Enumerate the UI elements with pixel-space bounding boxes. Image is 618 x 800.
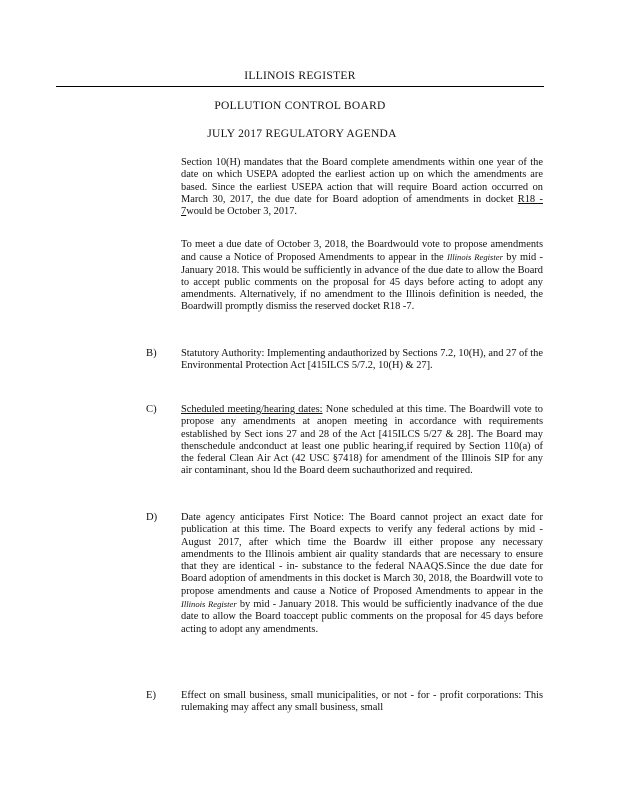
item-b-statutory-authority [181, 348, 543, 373]
intro-paragraph-2 [181, 239, 543, 314]
item-c-heading: Scheduled meeting/hearing dates: [181, 404, 323, 415]
intro-p2-tail: by mid - January 2018. This would be sufficiently in advance of the due date to allow the Board to accept public comments on the proposal for 45 days before acting to adopt any amendments. Alternatively, if no amendment to the Illinois definition is needed, the Boardwill promptly dismiss the reserved docket R18 -7. [181, 252, 544, 313]
agenda-title: JULY 2017 REGULATORY AGENDA [207, 128, 397, 140]
item-b-text: Statutory Authority: Implementing andauthorized by Sections 7.2, 10(H), and 27 of the Environmental Protection Act [415ILCS 5/7.2, 10(H) & 27]. [181, 348, 543, 372]
item-c-text: None scheduled at this time. The Boardwill vote to propose any amendments at anopen meeting in accordance with requirements established by Sect ions 27 and 28 of the Act [415ILCS 5/27 & 28]. The Board may thenschedule andconduct at least one public hearing,if required by Section 110(a) of the federal Clean Air Act (42 USC §7418) for amendment of the Illinois SIP for any air contaminant, shou ld the Board deem suchauthorized and required. [181, 404, 543, 477]
register-italic: Illinois Register [447, 252, 503, 263]
item-c-schedule [181, 404, 543, 478]
intro-paragraph-1 [181, 157, 543, 218]
board-title: POLLUTION CONTROL BOARD [214, 100, 386, 112]
item-label-c: C) [146, 404, 157, 415]
header-rule [56, 86, 544, 87]
intro-p1-tail: would be October 3, 2017. [186, 206, 298, 218]
item-label-b: B) [146, 348, 157, 359]
intro-p2-text: To meet a due date of October 3, 2018, the Boardwould vote to propose amendments and cause a Notice of Proposed Amendments to appear in the [181, 239, 543, 264]
item-e-text: Effect on small business, small municipalities, or not - for - profit corporations: This rulemaking may affect any small business, small [181, 690, 543, 714]
item-e-small-business [181, 690, 543, 715]
item-d-register-italic: Illinois Register [181, 599, 237, 610]
item-label-e: E) [146, 690, 156, 701]
register-title: ILLINOIS REGISTER [244, 70, 356, 82]
item-label-d: D) [146, 512, 158, 523]
intro-p1-text: Section 10(H) mandates that the Board complete amendments within one year of the date on which USEPA adopted the earliest action up on which the amendments are based. Since the earliest USEPA action that will require Board action occurred on March 30, 2017, the due date for Board adoption of amendments in docket [181, 157, 543, 205]
item-d-first-notice [181, 512, 543, 636]
item-d-text: Date agency anticipates First Notice: The Board cannot project an exact date for publication at this time. The Board expects to verify any federal actions by mid - August 2017, after which time the Boardw ill either propose any necessary amendments to the Illinois ambient air quality standards that are necessary to ensure that they are identical - in- substance to the federal NAAQS.Since the due date for Board adoption of amendments in this docket is March 30, 2018, the Boardwill vote to propose amendments and cause a Notice of Proposed Amendments to appear in the [181, 512, 543, 597]
item-d-tail: by mid - January 2018. This would be sufficiently inadvance of the due date to allow the Board toaccept public comments on the proposal for 45 days before acting to adopt any amendments. [181, 599, 544, 635]
docket-number: R18 - 7 [181, 193, 543, 218]
